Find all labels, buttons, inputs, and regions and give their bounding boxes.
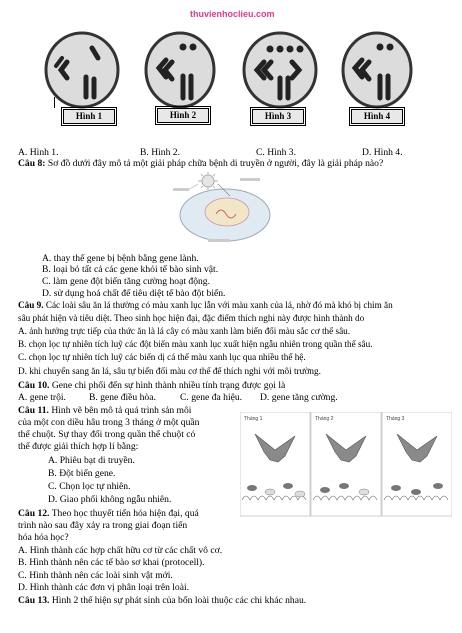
q7-answer-d: D. Hình 4. xyxy=(362,147,403,158)
q11-question-line2: của một con diều hâu trong 3 tháng ở một quần xyxy=(18,417,200,428)
q9-number: Câu 9. xyxy=(18,300,44,310)
cell-4-icon xyxy=(343,33,411,107)
cell-1-icon xyxy=(46,33,118,107)
text-cursor xyxy=(54,97,55,108)
q12-text-1: Theo học thuyết tiến hóa hiện đại, quá xyxy=(51,508,199,519)
q12-answer-d: D. Hình thành các đơn vị phân loại trên loài. xyxy=(18,582,190,593)
q9-question-line2: sâu phát hiện và tiêu diệt. Theo sinh học hiện đại, đặc điểm thích nghi này được hình thành do xyxy=(18,313,365,323)
q8-answer-c: C. làm gene đột biến tăng cường hoạt động. xyxy=(42,276,211,287)
q10-number: Câu 10. xyxy=(18,380,50,391)
q10-answer-b: B. gene điều hòa. xyxy=(89,392,156,403)
panel-label-2: Tháng 2 xyxy=(315,416,334,422)
q9-answer-a: A. ảnh hưởng trực tiếp của thức ăn là lá cây có màu xanh làm biến đổi màu sắc cơ thể sâu. xyxy=(18,326,351,336)
figure-label-4: Hình 4 xyxy=(351,109,403,124)
watermark: thuvienhoclieu.com xyxy=(190,9,275,19)
q7-answer-a: A. Hình 1. xyxy=(18,147,59,158)
q9-answer-c: C. chọn lọc tự nhiên tích luỹ các biến dị cá thể màu xanh lục qua nhiều thế hệ. xyxy=(18,352,306,362)
q13-number: Câu 13. xyxy=(18,595,50,606)
q8-answer-a: A. thay thế gene bị bệnh bằng gene lành. xyxy=(42,253,199,264)
q11-question-line1 xyxy=(18,405,191,416)
q12-question-line1 xyxy=(18,508,199,519)
q11-answer-c: C. Chọn lọc tự nhiên. xyxy=(48,481,131,492)
q8-number: Câu 8: xyxy=(18,158,46,169)
q12-answer-b: B. Hình thành nên các tế bào sơ khai (protocell). xyxy=(18,557,205,568)
q11-question-line3: thể chuột. Sự thay đổi trong quần thể chuột có xyxy=(18,429,196,440)
q12-answer-c: C. Hình thành nên các loài sinh vật mới. xyxy=(18,570,173,581)
q10-text: Gene chi phối đến sự hình thành nhiều tính trạng được gọi là xyxy=(51,380,286,391)
q12-question-line3: hóa hóa học? xyxy=(18,532,69,543)
q10-answer-a: A. gene trội. xyxy=(18,392,66,403)
q8-answer-b: B. loại bỏ tất cả các gene khỏi tế bào sinh vật. xyxy=(42,264,219,275)
q10-answer-c: C. gene đa hiệu. xyxy=(180,392,243,403)
q11-text-1: Hình vẽ bên mô tả quá trình sản môi xyxy=(51,405,192,416)
q11-question-line4: thể được giải thích hợp lí bằng: xyxy=(18,441,139,452)
q9-answer-d: D. khi chuyển sang ăn lá, sâu tự biến đổi màu cơ thể để thích nghi với môi trường. xyxy=(18,366,321,376)
figure-label-3: Hình 3 xyxy=(252,109,304,124)
gene-therapy-diagram xyxy=(170,170,275,245)
q13-question xyxy=(18,595,306,606)
q8-question xyxy=(18,158,383,169)
q9-text-1: Các loài sâu ăn lá thường có màu xanh lục lẫn với màu xanh của lá, nhờ đó mà khó bị chim ăn xyxy=(45,300,393,310)
q11-answer-d: D. Giao phối không ngẫu nhiên. xyxy=(48,494,172,505)
q9-answer-b: B. chọn lọc tự nhiên tích luỹ các đột biến màu xanh lục xuất hiện ngẫu nhiên trong quần thể sâu. xyxy=(18,339,373,349)
q7-answer-c: C. Hình 3. xyxy=(256,147,296,158)
q12-number: Câu 12. xyxy=(18,508,50,519)
q10-answer-d: D. gene tăng cường. xyxy=(260,392,338,403)
q10-question xyxy=(18,380,285,391)
figure-label-2: Hình 2 xyxy=(157,108,209,123)
panel-label-1: Tháng 1 xyxy=(244,416,263,422)
q13-text: Hình 2 thể hiện sự phát sinh của bốn loài thuộc các chi khác nhau. xyxy=(51,595,307,606)
cell-2-icon xyxy=(146,33,214,107)
q11-answer-b: B. Đột biến gene. xyxy=(48,468,116,479)
hawk-mouse-figure xyxy=(240,412,452,520)
q11-number: Câu 11. xyxy=(18,405,49,416)
q11-answer-a: A. Phiêu bạt di truyền. xyxy=(48,455,135,466)
q12-answer-a: A. Hình thành các hợp chất hữu cơ từ các chất vô cơ. xyxy=(18,545,223,556)
q7-answer-b: B. Hình 2. xyxy=(140,147,180,158)
q8-text: Sơ đồ dưới đây mô tả một giải pháp chữa bệnh di truyền ở người, đây là giải pháp nào? xyxy=(47,158,384,169)
q8-answer-d: D. sử dụng hoá chất để tiêu diệt tế bào đột biến. xyxy=(42,288,226,299)
q12-question-line2: trình nào sau đây xảy ra trong giai đoạn tiến xyxy=(18,520,188,531)
cell-3-icon xyxy=(244,33,316,107)
panel-label-3: Tháng 3 xyxy=(386,416,405,422)
q9-question-line1 xyxy=(18,300,393,311)
figure-label-1: Hình 1 xyxy=(63,109,115,124)
